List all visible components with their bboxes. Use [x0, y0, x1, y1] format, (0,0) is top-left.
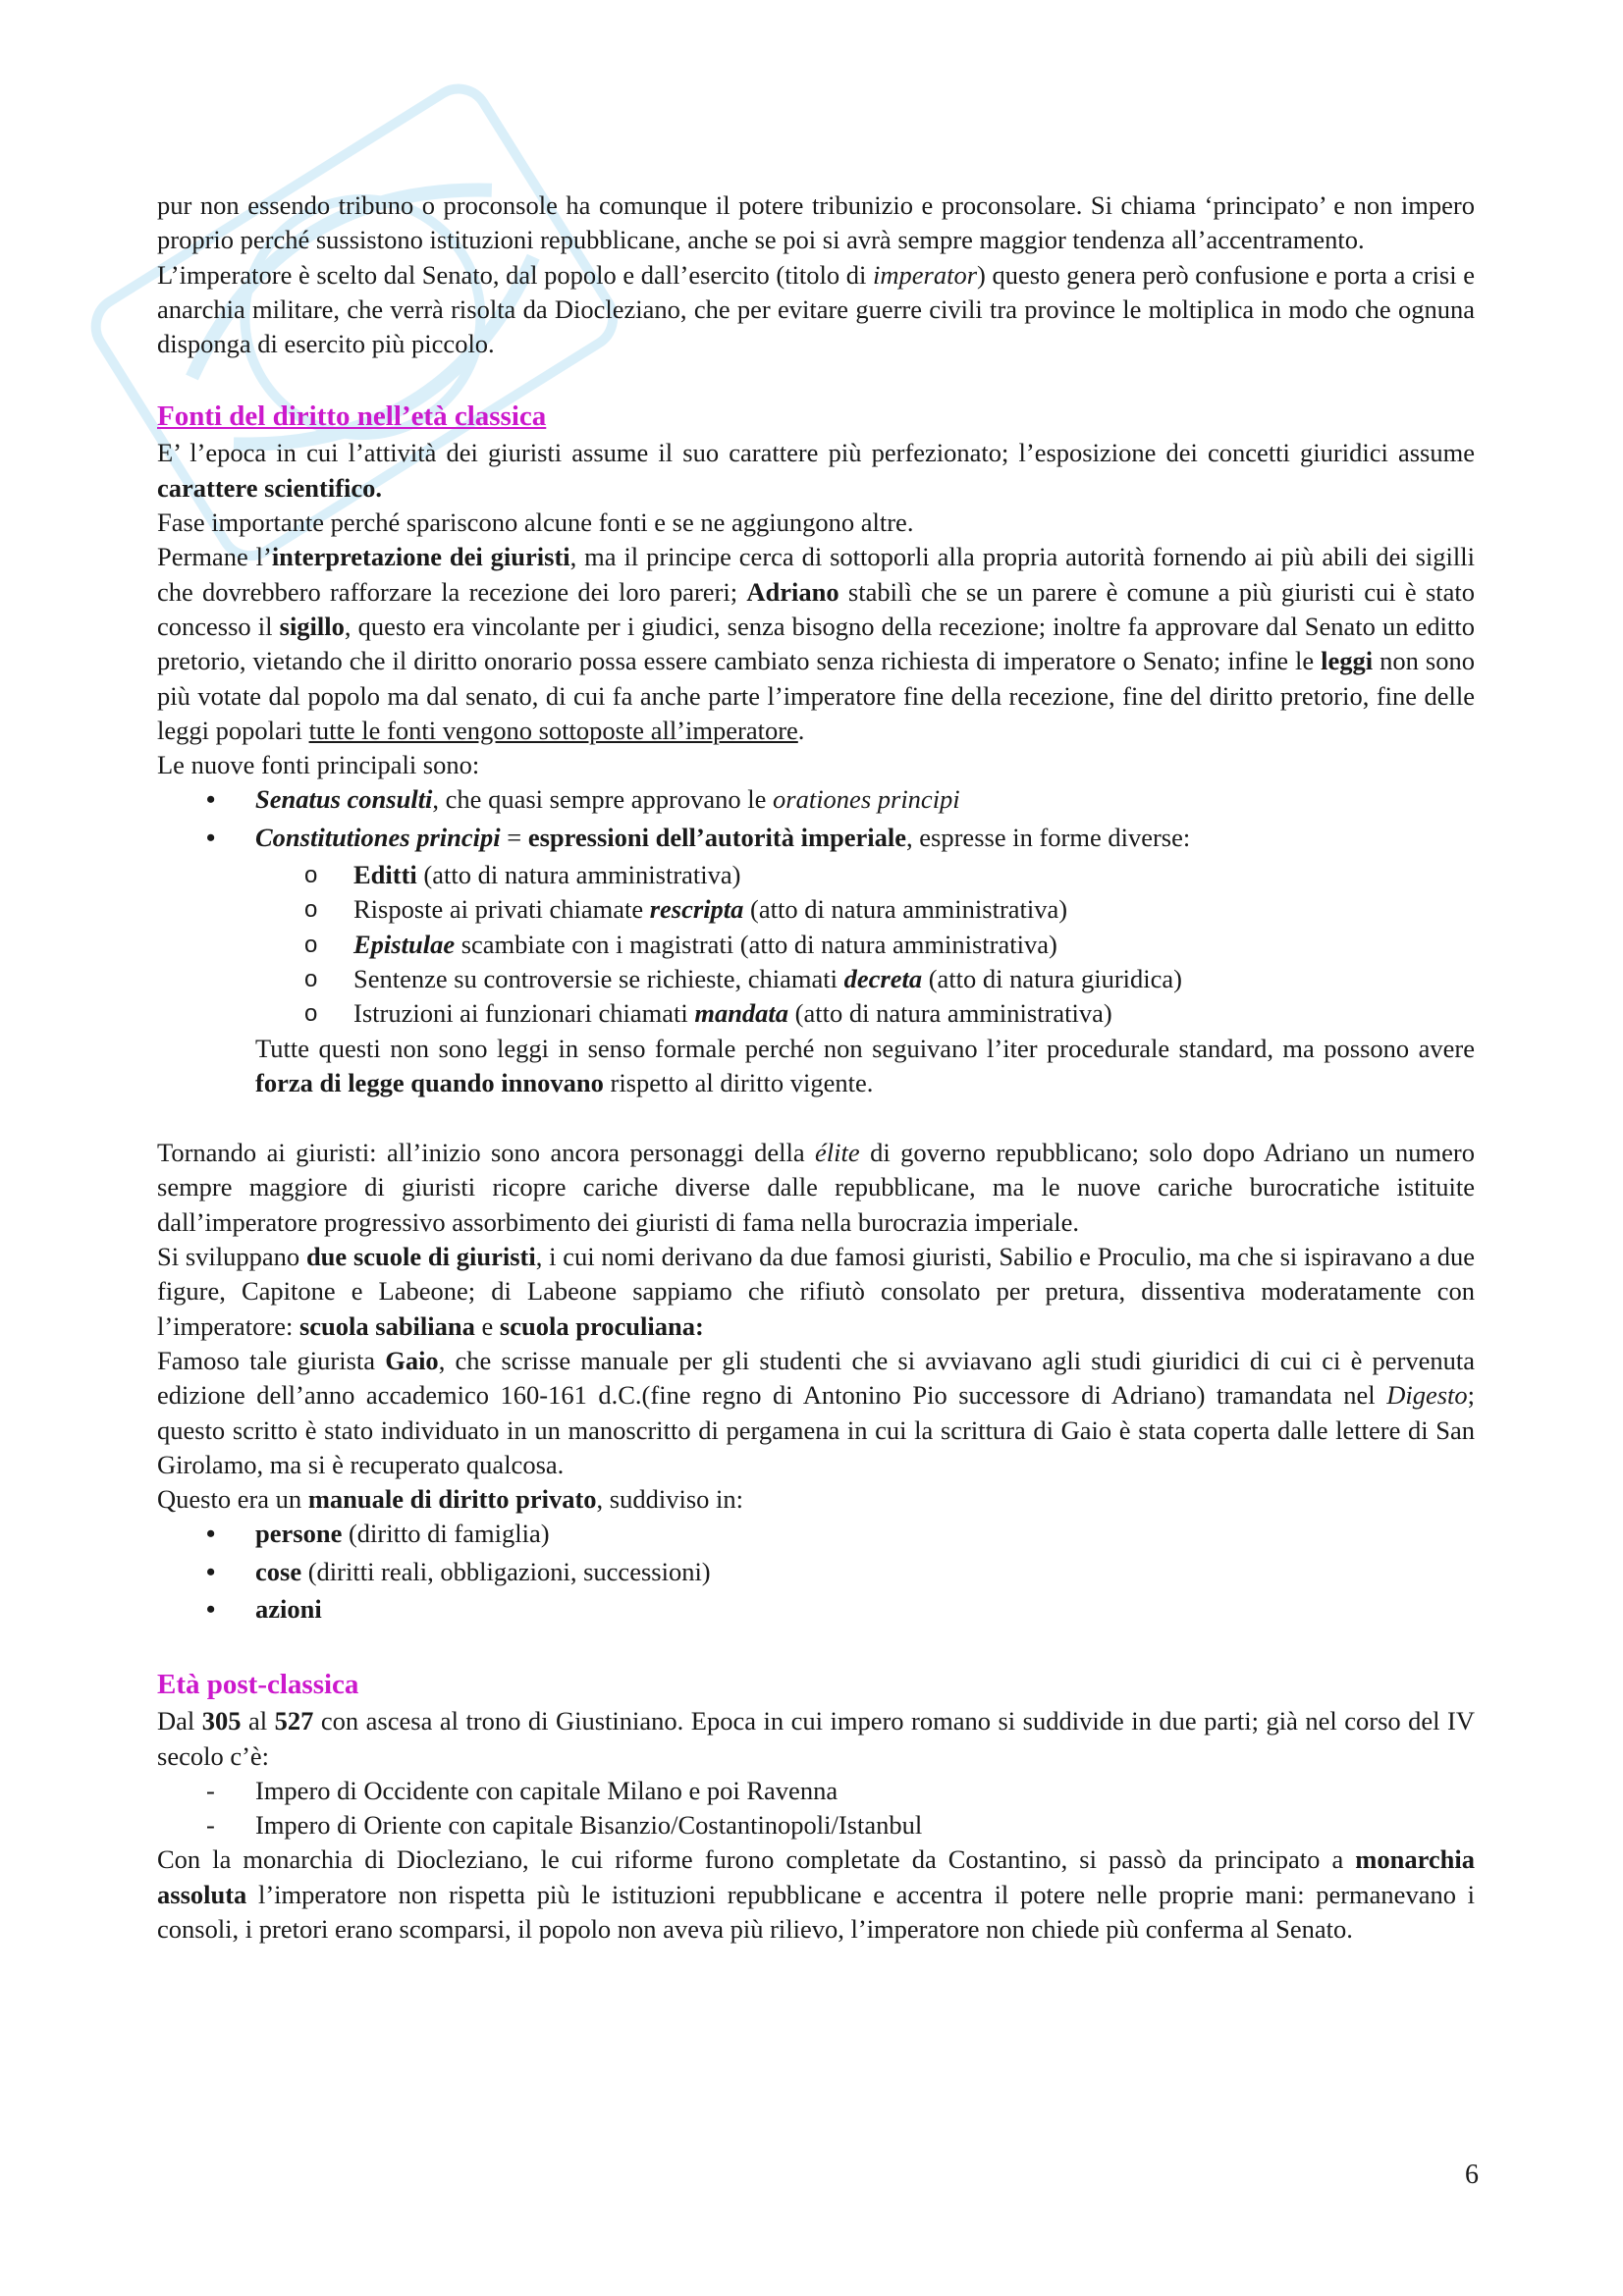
list-item: • Senatus consulti, che quasi sempre approvano le orationes principi — [157, 782, 1475, 817]
paragraph: Questo era un manuale di diritto privato, suddiviso in: — [157, 1484, 743, 1515]
paragraph: Famoso tale giurista Gaio, che scrisse manuale per gli studenti che si avviavano agli studi giuridici di cui ci è pervenuta edizione dell’anno accademico 160-161 d.C.(fine regno di Antonino Pio successore di Adriano) tramandata nel Digesto; questo scritto è stato individuato in un manoscritto di pergamena in cui la scrittura di Gaio è stata coperta dalle lettere di San Girolamo, ma si è recuperato qualcosa. — [157, 1345, 1475, 1479]
bullet-list — [157, 1517, 1475, 1627]
paragraph: E’ l’epoca in cui l’attività dei giuristi assume il suo carattere più perfezionato; l’esposizione dei concetti giuridici assume carattere scientifico. — [157, 438, 1475, 503]
list-item: o Sentenze su controversie se richieste, chiamati decreta (atto di natura giuridica) — [157, 962, 1475, 996]
paragraph: Con la monarchia di Diocleziano, le cui riforme furono completate da Costantino, si passò da principato a monarchia assoluta l’imperatore non rispetta più le istituzioni repubblicane e accentra il potere nelle proprie mani: permanevano i consoli, i pretori erano scomparsi, il popolo non aveva più rilievo, l’imperatore non chiede più conferma al Senato. — [157, 1844, 1475, 1945]
paragraph: Tornando ai giuristi: all’inizio sono ancora personaggi della élite di governo repubblicano; solo dopo Adriano un numero sempre maggiore di giuristi ricopre cariche diverse dalle repubblicane, ma le nuove cariche burocratiche istituite dall’imperatore progressivo assorbimento dei giuristi di fama nella burocrazia imperiale. — [157, 1138, 1475, 1237]
bullet-list — [157, 782, 1475, 855]
paragraph: Dal 305 al 527 con ascesa al trono di Giustiniano. Epoca in cui impero romano si suddivide in due parti; già nel corso del IV secolo c’è: — [157, 1706, 1475, 1771]
list-item: - Impero di Oriente con capitale Bisanzio/Costantinopoli/Istanbul — [157, 1808, 1475, 1842]
document-page — [157, 188, 1475, 1947]
list-item: • azioni — [157, 1592, 1475, 1627]
list-item: o Istruzioni ai funzionari chiamati mandata (atto di natura amministrativa) — [157, 996, 1475, 1031]
paragraph: Le nuove fonti principali sono: — [157, 750, 480, 780]
paragraph: Fase importante perché spariscono alcune fonti e se ne aggiungono altre. — [157, 507, 914, 538]
paragraph: Si sviluppano due scuole di giuristi, i cui nomi derivano da due famosi giuristi, Sabilio e Proculio, ma che si ispiravano a due figure, Capitone e Labeone; di Labeone sappiamo che rifiutò consolato per pretura, dissentiva moderatamente con l’imperatore: scuola sabiliana e scuola proculiana: — [157, 1242, 1475, 1341]
list-item: o Editti (atto di natura amministrativa) — [157, 858, 1475, 892]
section-heading: Età post-classica — [157, 1669, 359, 1701]
page-number: 6 — [1465, 2160, 1479, 2190]
paragraph: pur non essendo tribuno o proconsole ha comunque il potere tribunizio e proconsolare. Si chiama ‘principato’ e non impero proprio perché sussistono istituzioni repubblicane, anche se poi si avrà sempre maggior tendenza all’accentramento. — [157, 190, 1475, 255]
section-heading: Fonti del diritto nell’età classica — [157, 400, 547, 433]
dash-list — [157, 1774, 1475, 1843]
paragraph: L’imperatore è scelto dal Senato, dal popolo e dall’esercito (titolo di imperator) questo genera però confusione e porta a crisi e anarchia militare, che verrà risolta da Diocleziano, che per evitare guerre civili tra province le moltiplica in modo che ognuna disponga di esercito più piccolo. — [157, 259, 1475, 359]
list-item: • persone (diritto di famiglia) — [157, 1517, 1475, 1551]
list-item: - Impero di Occidente con capitale Milano e poi Ravenna — [157, 1774, 1475, 1808]
list-item: • cose (diritti reali, obbligazioni, successioni) — [157, 1555, 1475, 1589]
list-item: o Epistulae scambiate con i magistrati (atto di natura amministrativa) — [157, 928, 1475, 962]
paragraph: Tutte questi non sono leggi in senso formale perché non seguivano l’iter procedurale standard, ma possono avere forza di legge quando innovano rispetto al diritto vigente. — [255, 1033, 1475, 1097]
paragraph: Permane l’interpretazione dei giuristi, ma il principe cerca di sottoporli alla propria autorità fornendo ai più abili dei sigilli che dovrebbero rafforzare la recezione dei loro pareri; Adriano stabilì che se un parere è comune a più giuristi cui è stato concesso il sigillo, questo era vincolante per i giudici, senza bisogno della recezione; inoltre fa approvare dal Senato un editto pretorio, vietando che il diritto onorario possa essere cambiato senza richiesta di imperatore o Senato; infine le leggi non sono più votate dal popolo ma dal senato, di cui fa anche parte l’imperatore fine della recezione, fine del diritto pretorio, fine delle leggi popolari tutte le fonti vengono sottoposte all’imperatore. — [157, 542, 1475, 745]
list-item: o Risposte ai privati chiamate rescripta (atto di natura amministrativa) — [157, 892, 1475, 927]
sub-list — [157, 858, 1475, 1031]
list-item: • Constitutiones principi = espressioni dell’autorità imperiale, espresse in forme diverse: — [157, 821, 1475, 855]
